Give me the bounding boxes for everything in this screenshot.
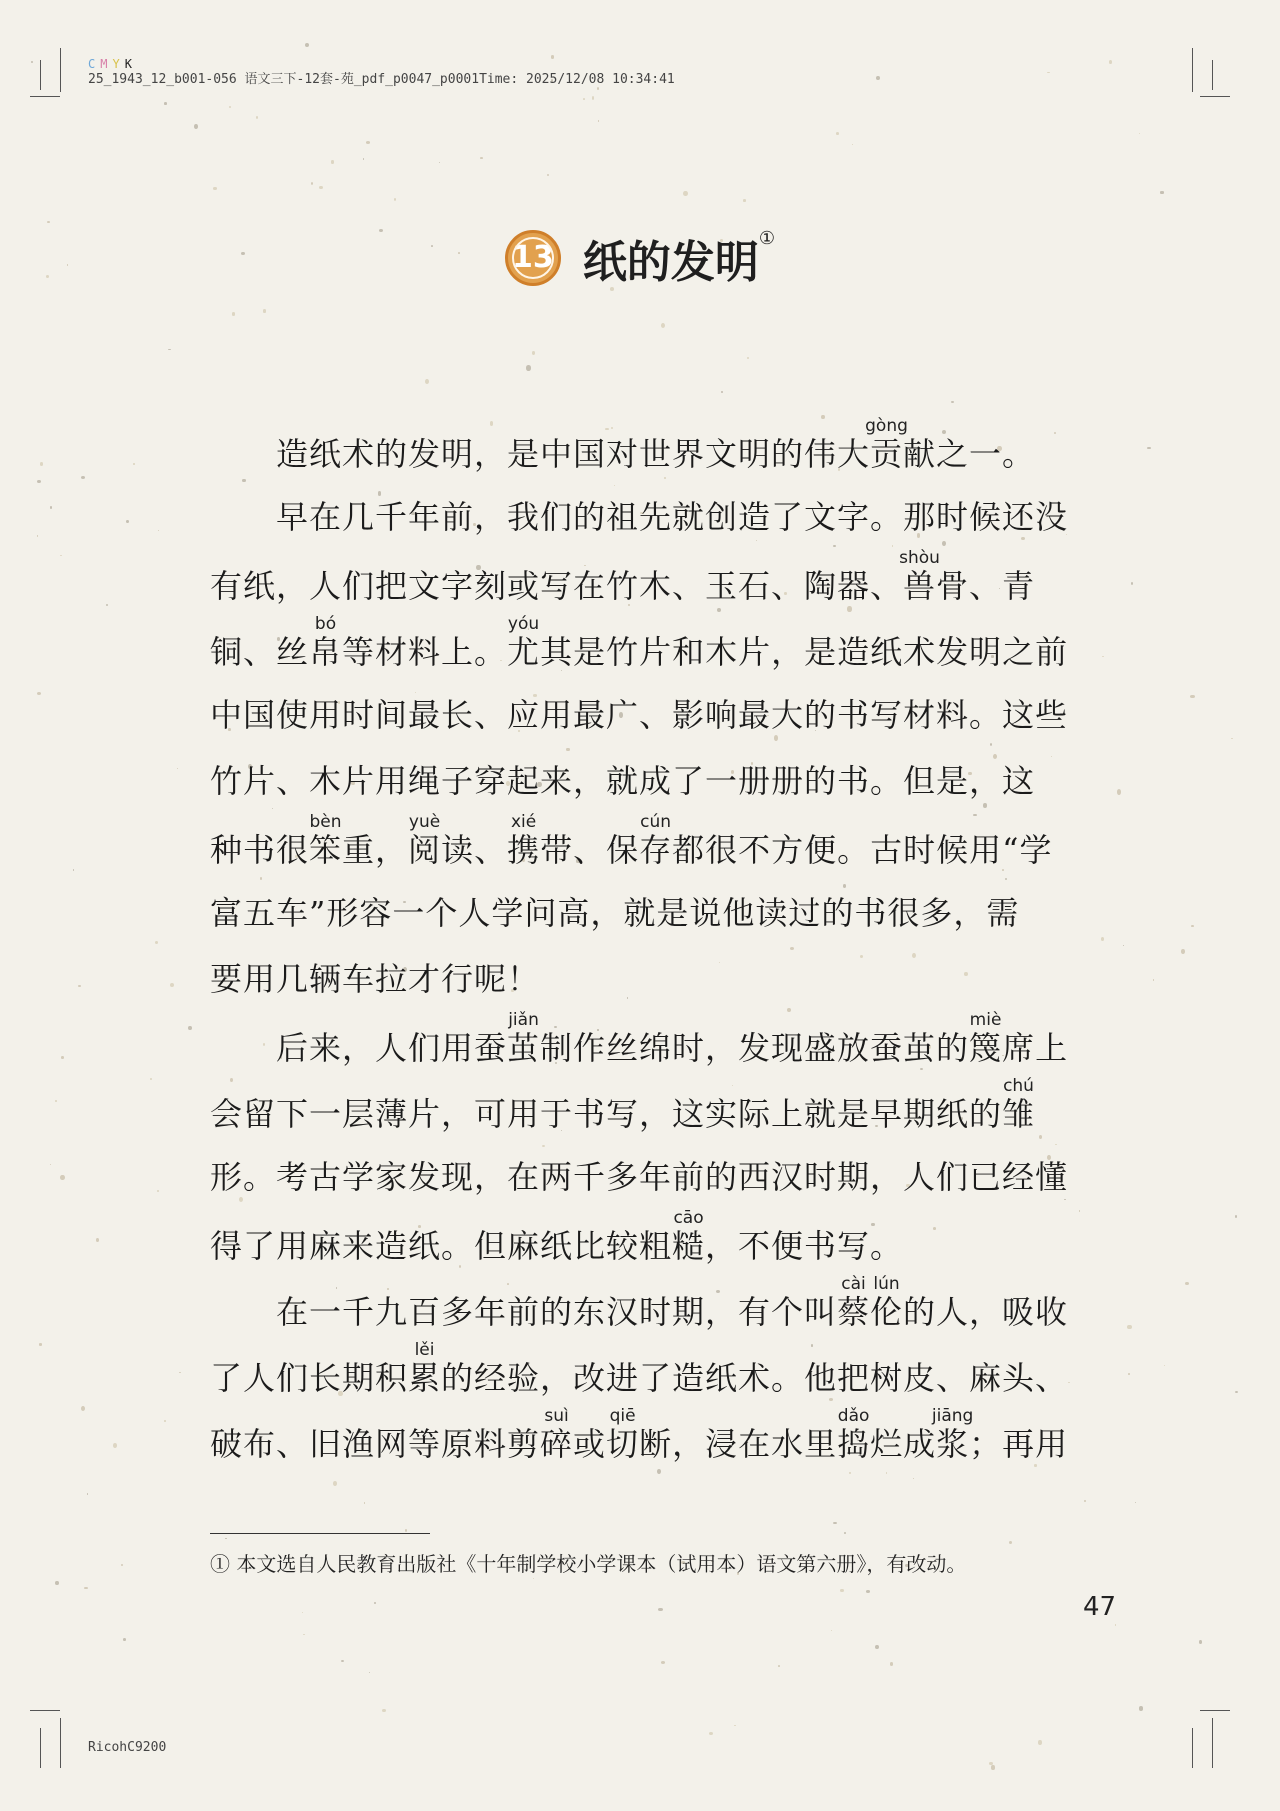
paper-speck xyxy=(319,186,323,190)
text-line: 早在几千年前，我们的祖先就创造了文字。那时候还没 xyxy=(276,498,1069,536)
crop-mark xyxy=(1212,60,1213,90)
paper-speck xyxy=(37,535,38,537)
paper-speck xyxy=(1115,1624,1116,1625)
paper-speck xyxy=(1199,1640,1202,1644)
page-number: 47 xyxy=(1083,1592,1117,1622)
paper-speck xyxy=(47,221,50,223)
paper-speck xyxy=(991,1765,994,1769)
paper-speck xyxy=(1117,789,1121,795)
paper-speck xyxy=(374,1602,376,1604)
paper-speck xyxy=(1153,979,1154,980)
paper-speck xyxy=(1139,133,1140,134)
paper-speck xyxy=(302,1612,304,1613)
pinyin-annotated-char: 伦lún xyxy=(870,1274,904,1331)
paper-speck xyxy=(721,391,723,393)
paper-speck xyxy=(40,462,44,466)
paper-speck xyxy=(55,1581,59,1586)
text-line: 中国使用时间最长、应用最广、影响最大的书写材料。这些 xyxy=(210,696,1069,734)
paper-speck xyxy=(177,768,178,769)
paper-speck xyxy=(747,357,749,359)
paper-speck xyxy=(876,76,880,80)
paper-speck xyxy=(1009,1541,1012,1544)
paper-speck xyxy=(1038,1740,1042,1744)
paper-speck xyxy=(60,1175,64,1180)
paper-speck xyxy=(133,463,135,464)
text-line: 破布、旧渔网等原料剪碎suì或切qiē断，浸在水里捣dǎo烂成浆jiāng；再用 xyxy=(210,1406,1069,1463)
paper-speck xyxy=(305,43,309,47)
paper-speck xyxy=(78,985,81,988)
paper-speck xyxy=(96,1238,99,1242)
pinyin-annotated-char: 兽shòu xyxy=(899,548,940,605)
paper-speck xyxy=(709,1732,713,1735)
paper-speck xyxy=(229,106,231,108)
paper-speck xyxy=(164,1420,166,1421)
paper-speck xyxy=(592,96,595,100)
lesson-title xyxy=(0,226,1280,290)
paper-speck xyxy=(1231,738,1232,739)
paper-speck xyxy=(1084,1500,1086,1502)
title-footnote-ref: ① xyxy=(758,228,776,249)
crop-mark xyxy=(1212,1718,1213,1768)
pinyin-annotated-char: 携xié xyxy=(507,812,541,869)
paper-speck xyxy=(532,351,535,355)
paper-speck xyxy=(1127,1325,1131,1330)
paper-speck xyxy=(170,983,174,987)
footnote: ① 本文选自人民教育出版社《十年制学校小学课本（试用本）语文第六册》，有改动。 xyxy=(210,1552,967,1576)
paper-speck xyxy=(333,1481,337,1486)
pinyin-annotated-char: 帛bó xyxy=(309,614,343,671)
paper-speck xyxy=(364,1502,365,1504)
paper-speck xyxy=(1135,1502,1136,1503)
pinyin-annotated-char: 蔡cài xyxy=(837,1274,871,1331)
paper-speck xyxy=(833,1522,836,1524)
paper-speck xyxy=(951,401,954,403)
paper-speck xyxy=(164,102,167,105)
paper-speck xyxy=(866,1590,870,1593)
paper-speck xyxy=(113,1443,117,1448)
text-line: 种书很笨bèn重，阅yuè读、携xié带、保存cún都很不方便。古时候用“学 xyxy=(210,812,1053,869)
paper-speck xyxy=(1128,1373,1130,1375)
paper-speck xyxy=(875,1645,879,1649)
pinyin-annotated-char: 糙cāo xyxy=(672,1208,706,1265)
paper-speck xyxy=(225,1538,227,1540)
paper-speck xyxy=(480,157,483,159)
paper-speck xyxy=(31,61,33,63)
crop-mark xyxy=(30,1710,60,1711)
paper-speck xyxy=(50,1164,51,1165)
paper-speck xyxy=(844,1532,846,1534)
paper-speck xyxy=(1047,72,1050,74)
crop-mark xyxy=(40,60,41,90)
footer-slug: RicohC9200 xyxy=(88,1740,167,1755)
paper-speck xyxy=(121,1564,123,1566)
paper-speck xyxy=(583,98,586,100)
crop-mark xyxy=(1200,96,1230,97)
pinyin-annotated-char: 累lěi xyxy=(408,1340,442,1397)
cmyk-m: M xyxy=(100,57,113,71)
pinyin-annotated-char: 茧jiǎn xyxy=(507,1010,541,1067)
title-label: 纸的发明 xyxy=(582,237,759,288)
paper-speck xyxy=(1147,447,1151,450)
paper-speck xyxy=(734,1725,736,1726)
paper-speck xyxy=(369,1672,370,1673)
pinyin-annotated-char: 捣dǎo xyxy=(837,1406,871,1463)
paper-speck xyxy=(341,1660,343,1662)
paper-speck xyxy=(150,1078,152,1081)
paper-speck xyxy=(168,349,170,350)
crop-mark xyxy=(1192,48,1193,92)
paper-speck xyxy=(425,379,429,384)
paper-speck xyxy=(913,1478,914,1479)
paper-speck xyxy=(1181,949,1185,954)
paper-speck xyxy=(658,1608,662,1611)
cmyk-y: Y xyxy=(112,57,125,71)
paper-speck xyxy=(331,160,334,163)
paper-speck xyxy=(743,199,746,201)
text-line: 造纸术的发明，是中国对世界文明的伟大贡gòng献之一。 xyxy=(276,416,1036,473)
paper-speck xyxy=(1235,1391,1237,1393)
paper-speck xyxy=(311,182,313,185)
pinyin-annotated-char: 笨bèn xyxy=(309,812,343,869)
paper-speck xyxy=(363,158,364,160)
lesson-number-badge: 13 xyxy=(505,230,561,286)
paper-speck xyxy=(37,480,41,483)
crop-mark xyxy=(1192,1728,1193,1768)
pinyin-annotated-char: 存cún xyxy=(639,812,673,869)
pinyin-annotated-char: 贡gòng xyxy=(865,416,908,473)
text-line: 得了用麻来造纸。但麻纸比较粗糙cāo，不便书写。 xyxy=(210,1208,904,1265)
paper-speck xyxy=(831,1630,832,1632)
paper-speck xyxy=(1185,1282,1189,1285)
crop-mark xyxy=(60,1718,61,1768)
paper-speck xyxy=(890,1662,893,1665)
paper-speck xyxy=(87,1493,88,1495)
pinyin-annotated-char: 雏chú xyxy=(1002,1076,1036,1133)
paper-speck xyxy=(1190,695,1194,698)
paper-speck xyxy=(179,1372,180,1373)
paper-speck xyxy=(405,1529,408,1532)
text-line: 有纸，人们把文字刻或写在竹木、玉石、陶器、兽shòu骨、青 xyxy=(210,548,1036,605)
slug-header-text: 25_1943_12_b001-056 语文三下-12套-苑_pdf_p0047_p0001Time: 2025/12/08 10:34:41 xyxy=(88,72,675,87)
cmyk-marks xyxy=(88,56,675,72)
paper-speck xyxy=(73,869,74,871)
paper-speck xyxy=(106,604,109,607)
cmyk-k: K xyxy=(124,57,137,71)
crop-mark xyxy=(40,1728,41,1768)
text-line: 了人们长期积累lěi的经验，改进了造纸术。他把树皮、麻头、 xyxy=(210,1340,1069,1397)
paper-speck xyxy=(81,476,85,479)
pinyin-annotated-char: 浆jiāng xyxy=(931,1406,974,1463)
paper-speck xyxy=(366,141,370,144)
paper-speck xyxy=(194,124,198,129)
crop-mark xyxy=(1200,1710,1230,1711)
pinyin-annotated-char: 切qiē xyxy=(606,1406,640,1463)
text-line: 富五车”形容一个人学问高，就是说他读过的书很多，需 xyxy=(210,894,1020,932)
paper-speck xyxy=(533,1578,534,1580)
paper-speck xyxy=(1164,1365,1165,1367)
paper-speck xyxy=(213,187,216,190)
paper-speck xyxy=(50,506,52,508)
article-body xyxy=(210,418,1110,1474)
paper-speck xyxy=(852,144,853,145)
text-line: 后来，人们用蚕茧jiǎn制作丝绵时，发现盛放蚕茧的篾miè席上 xyxy=(276,1010,1069,1067)
paper-speck xyxy=(155,941,158,944)
paper-speck xyxy=(526,365,530,370)
title-text xyxy=(583,226,775,290)
text-line: 在一千九百多年前的东汉时期，有个叫蔡cài伦lún的人，吸收 xyxy=(276,1274,1069,1331)
cmyk-c: C xyxy=(88,57,101,71)
paper-speck xyxy=(840,1589,844,1593)
paper-speck xyxy=(157,1190,159,1192)
paper-speck xyxy=(263,309,267,313)
paper-speck xyxy=(778,1665,780,1667)
paper-speck xyxy=(232,312,236,315)
paper-speck xyxy=(394,198,396,201)
paper-speck xyxy=(836,132,839,135)
text-line: 形。考古学家发现，在两千多年前的西汉时期，人们已经懂 xyxy=(210,1158,1069,1196)
paper-speck xyxy=(661,1661,665,1664)
text-line: 竹片、木片用绳子穿起来，就成了一册册的书。但是，这 xyxy=(210,762,1036,800)
paper-speck xyxy=(84,1587,88,1589)
paper-speck xyxy=(1123,945,1125,946)
text-line: 要用几辆车拉才行呢！ xyxy=(210,960,541,998)
paper-speck xyxy=(123,1638,126,1641)
paper-speck xyxy=(81,1406,85,1411)
paper-speck xyxy=(547,174,549,176)
pinyin-annotated-char: 尤yóu xyxy=(507,614,541,671)
paper-speck xyxy=(55,1100,56,1102)
paper-speck xyxy=(60,555,62,556)
paper-speck xyxy=(256,116,258,119)
paper-speck xyxy=(382,1709,385,1712)
pinyin-annotated-char: 阅yuè xyxy=(408,812,442,869)
paper-speck xyxy=(1235,1215,1237,1217)
text-line: 会留下一层薄片，可用于书写，这实际上就是早期纸的雏chú xyxy=(210,1076,1036,1133)
paper-speck xyxy=(188,1026,192,1031)
pinyin-annotated-char: 碎suì xyxy=(540,1406,574,1463)
paper-speck xyxy=(61,1056,64,1059)
paper-speck xyxy=(683,191,687,196)
paper-speck xyxy=(303,1634,305,1635)
paper-speck xyxy=(439,162,440,163)
footnote-divider xyxy=(210,1533,430,1534)
paper-speck xyxy=(158,530,159,531)
paper-speck xyxy=(37,692,41,695)
paper-speck xyxy=(1131,582,1133,585)
pinyin-annotated-char: 篾miè xyxy=(969,1010,1003,1067)
crop-mark xyxy=(30,96,60,97)
paper-speck xyxy=(598,120,600,121)
paper-speck xyxy=(1160,191,1163,193)
text-line: 铜、丝帛bó等材料上。尤yóu其是竹片和木片，是造纸术发明之前 xyxy=(210,614,1069,671)
paper-speck xyxy=(1109,60,1112,64)
crop-mark xyxy=(60,48,61,92)
paper-speck xyxy=(126,520,129,523)
paper-speck xyxy=(1139,1706,1143,1710)
paper-speck xyxy=(661,323,665,328)
paper-speck xyxy=(39,1343,43,1346)
print-slug xyxy=(88,56,675,88)
paper-speck xyxy=(1191,925,1194,927)
